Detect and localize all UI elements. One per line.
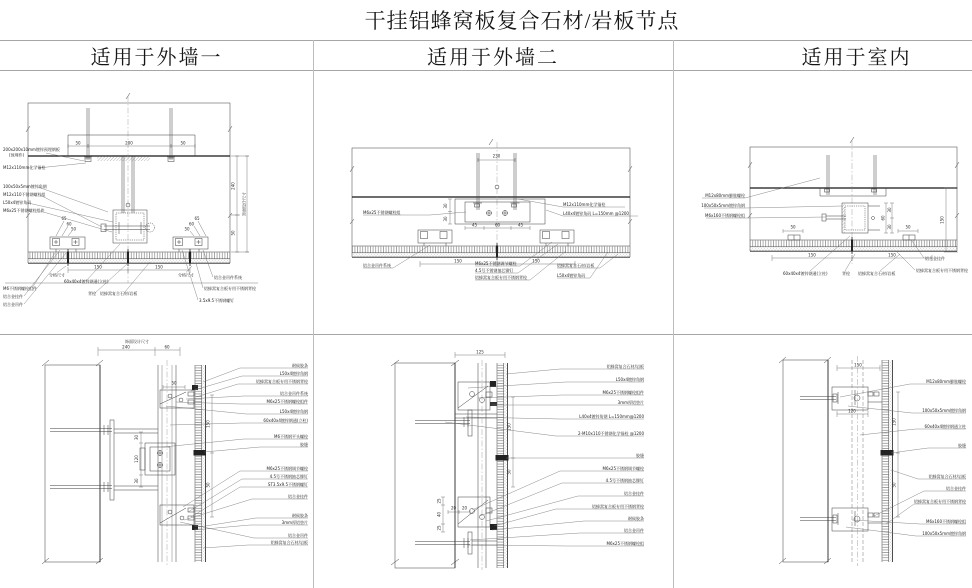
dim: 30 — [887, 207, 892, 213]
callout: 铝蜂窝复合板专用不锈钢背栓 — [916, 268, 968, 273]
panel-strip — [352, 243, 630, 260]
page-title: 干挂铝蜂窝板复合石材/岩板节点 — [364, 9, 680, 33]
dim: 200 — [125, 140, 133, 146]
callout: L50x4镀锌角钢 — [279, 409, 308, 414]
dim: 25 — [436, 498, 442, 504]
dim: 150 — [854, 362, 862, 368]
callout: 3.5x9.5不锈钢螺钉 — [199, 298, 235, 303]
callout: 耐候胶条 — [292, 363, 308, 368]
dim: 60 — [66, 221, 72, 227]
callout: L40x4镀锌角钢 L=150mm@1200 — [579, 414, 644, 419]
callout: M6x25不锈钢螺栓组件 — [3, 208, 45, 213]
dim: 150 — [888, 252, 896, 258]
panel-strip — [28, 249, 230, 266]
callout: 60x40x4镀锌钢通(立柱) — [64, 279, 109, 284]
drawing-interior-horizontal-section — [673, 110, 972, 325]
dimensions-top — [455, 350, 505, 359]
callout: M6x160不锈钢螺栓组 — [926, 519, 966, 524]
callout: 3mm厚铝垫片 — [281, 520, 308, 525]
callouts — [701, 178, 968, 276]
callout: 铝蜂窝复合板专用不锈钢背栓 — [914, 499, 966, 504]
bottom-bracket — [458, 497, 497, 530]
mullion — [478, 360, 486, 570]
dim: 50 — [891, 482, 897, 488]
bottom-assembly — [800, 508, 882, 531]
dim: 50 — [75, 140, 81, 146]
dim: 120 — [848, 408, 856, 414]
tube-assembly — [822, 203, 880, 233]
dim: 240 — [230, 182, 236, 190]
concrete-slab — [350, 139, 632, 257]
dim: 240 — [122, 344, 130, 350]
dim: 150 — [939, 216, 945, 224]
callout: 3mm厚铝垫片 — [617, 400, 644, 405]
callout: 背栓 — [842, 271, 850, 276]
callout: M6x25不锈钢螺栓组件 — [602, 390, 644, 395]
callout: 铝蜂窝复合石材/岩板 — [270, 540, 308, 545]
callout: 铝蜂窝复合石材/岩板 — [606, 364, 644, 369]
callout: 背栓 — [88, 291, 96, 296]
callout: L50x4镀锌角钢 — [279, 371, 308, 376]
callout: M12x110mm化学锚栓 — [3, 165, 46, 170]
dim: 60 — [880, 215, 886, 221]
dim-title: 饰面设计尺寸 — [125, 339, 149, 344]
callout: 铝合金吊件 — [288, 533, 308, 538]
callout: 铝合金挂件 — [624, 491, 644, 496]
concrete-slab — [26, 93, 232, 263]
dim: 20 — [450, 505, 457, 511]
dimensions-top — [837, 363, 880, 372]
dim: 45 — [471, 222, 478, 228]
dim: 50 — [230, 230, 236, 236]
drawing-ext-wall-1-horizontal-section — [0, 85, 310, 335]
callout: 铝合金吊件 — [3, 302, 23, 307]
callout: ST3.5x9.5不锈钢螺钉 — [267, 482, 308, 487]
callout: 铝合金挂件 — [946, 486, 966, 491]
callout: 60x40x4镀锌钢通(立柱) — [263, 418, 308, 423]
dim: 120 — [134, 455, 139, 463]
bracket-assembly — [455, 185, 545, 224]
dim: 60 — [164, 344, 170, 350]
dim: 65 — [61, 216, 67, 221]
dim: 150 — [205, 420, 211, 428]
top-bracket — [160, 385, 198, 408]
dim: 50 — [70, 226, 77, 232]
dim: 20 — [461, 505, 468, 511]
callout: 铝蜂窝复合石材/岩板 — [928, 474, 966, 479]
hanger-brackets — [418, 230, 574, 243]
dim: 40 — [436, 511, 442, 518]
callout: M6x25不锈钢调节螺栓 — [266, 466, 308, 471]
stiffener-assembly — [140, 443, 175, 475]
callout: L40x4镀锌角码 L=150mm @1200 — [563, 211, 629, 216]
callout: 铝合金吊件系统 — [214, 275, 242, 280]
callout: L50x4镀锌角码 — [557, 273, 586, 278]
column-header-ext-wall-2: 适用于外墙二 — [427, 47, 559, 69]
panel-strip — [750, 237, 957, 254]
callout: 铝合金挂件 — [925, 256, 945, 261]
callout: 胶缝 — [636, 453, 644, 458]
dim: 30 — [134, 478, 139, 484]
anchor-bolts — [415, 410, 497, 554]
drawing-ext-wall-2-horizontal-section — [320, 110, 670, 325]
drawing-ext-wall-2-vertical-section — [340, 335, 650, 588]
dim: 50 — [205, 482, 211, 488]
callout: 2-M10x110不锈钢化学锚栓 @1200 — [578, 431, 644, 436]
top-bracket — [458, 381, 497, 410]
callout: 4.5号不锈钢抽芯铆钉 — [269, 474, 308, 479]
top-assembly — [800, 387, 882, 410]
callout: M12x80mm膨胀螺栓 — [926, 379, 966, 384]
callout: 耐候胶条 — [292, 513, 308, 518]
dim: 60 — [494, 222, 501, 228]
dim: 50 — [180, 140, 186, 146]
panel — [496, 363, 509, 568]
callout: 100x50x5mm镀锌角钢 — [3, 184, 47, 189]
callout: 60x40x4镀锌钢通立柱 — [924, 424, 966, 429]
callout: M6x25不锈钢螺栓组件 — [266, 399, 308, 404]
callout: 铝合金吊件系统 — [363, 263, 391, 268]
dim-title: 饰面设计尺寸 — [241, 192, 247, 216]
callout: M6x25不锈钢螺栓组 — [363, 210, 401, 215]
callout: M12x80mm膨胀螺栓 — [705, 193, 745, 198]
dim: 150 — [532, 258, 540, 264]
stiffener-assembly — [101, 203, 155, 243]
dim: 30 — [443, 203, 448, 209]
callout: 铝蜂窝复合板专用不锈钢背栓 — [256, 379, 308, 384]
callout: 100x50x5mm镀锌角钢 — [922, 408, 966, 413]
callout: 铝蜂窝复合石材/岩板 — [100, 291, 138, 296]
dim: 30 — [443, 216, 448, 222]
dim: 125 — [476, 349, 484, 355]
callouts — [840, 378, 966, 536]
dim: 50 — [905, 224, 911, 230]
callout: 100x50x5mm镀锌角钢 — [701, 203, 745, 208]
dim: 30 — [134, 434, 139, 441]
callouts — [445, 363, 644, 546]
callout: 4.5号不锈钢抽芯铆钉 — [605, 478, 644, 483]
callout: 200x200x10mm镀锌预埋钢板 — [3, 147, 60, 152]
dim: 50 — [184, 226, 190, 232]
dim: 150 — [891, 418, 897, 426]
callout: M6x160不锈钢螺栓组 — [705, 213, 745, 218]
dim: 150 — [94, 264, 102, 270]
column-header-interior: 适用于室内 — [801, 47, 912, 69]
callout: 耐候胶条 — [628, 516, 644, 521]
anchor-bolts — [820, 155, 886, 196]
drawing-interior-vertical-section — [673, 335, 972, 588]
callout: 分格尺寸 — [178, 272, 194, 278]
dim: 30 — [887, 224, 892, 230]
callout: M12x110不锈钢螺栓组 — [3, 192, 46, 197]
callout: 铝合金吊件 — [624, 528, 644, 533]
callout: M6x25不锈钢螺栓组 — [606, 541, 644, 546]
callout: 铝蜂窝复合石材/岩板 — [557, 263, 595, 268]
dim: 45 — [517, 222, 524, 228]
dim: 150 — [808, 252, 816, 258]
callout: 分格尺寸 — [49, 272, 65, 278]
callout: L50x4镀锌角钢 — [615, 377, 644, 382]
concrete-wall — [391, 360, 459, 568]
callout: 胶缝 — [958, 443, 966, 448]
concrete-wall — [779, 357, 831, 564]
callout: 100x50x5mm镀锌角钢 — [922, 531, 966, 536]
dimensions-top — [98, 345, 180, 357]
dim: 60 — [188, 221, 195, 227]
concrete-wall — [42, 360, 103, 564]
callout: 铝蜂窝复合板专用不锈钢背栓 — [592, 504, 644, 509]
dim: 150 — [506, 423, 512, 431]
callout: L50x4镀锌角码 — [3, 200, 32, 205]
callout: M12x110mm化学锚栓 — [563, 202, 606, 207]
anchor-bolts — [473, 153, 520, 210]
header-bottom-rule — [0, 70, 972, 71]
callout: 铝蜂窝复合板专用不锈钢背栓 — [475, 275, 527, 280]
dim: 150 — [155, 264, 163, 270]
callout: 铝蜂窝复合石材/岩板 — [858, 271, 896, 276]
callout: M6x25不锈钢调节螺栓 — [475, 261, 517, 266]
callout: M6不锈钢平头螺栓 — [274, 434, 308, 439]
concrete-slab — [748, 137, 959, 251]
callout: 铝合金挂件 — [3, 294, 23, 299]
callout: 4.5号不锈钢抽芯铆钉 — [475, 268, 514, 273]
mullion — [158, 360, 176, 566]
callout: 铝合金吊件系统 — [280, 391, 308, 396]
dim: 230 — [492, 153, 501, 159]
dim: 25 — [436, 525, 442, 531]
dim: 65 — [194, 216, 200, 221]
callout: 胶缝 — [300, 442, 308, 447]
hanger-brackets — [788, 235, 915, 240]
dim: 50 — [790, 224, 796, 230]
column-header-ext-wall-1: 适用于外墙一 — [90, 47, 223, 69]
drawing-ext-wall-1-vertical-section — [30, 335, 315, 588]
callout: M6不锈钢螺栓组件 — [3, 286, 37, 291]
dim: 50 — [506, 469, 512, 475]
callouts — [363, 199, 638, 280]
callout: M6x25不锈钢调节螺栓 — [602, 466, 644, 471]
callout: 铝合金挂件 — [288, 494, 308, 499]
callout: (预埋件) — [9, 152, 25, 158]
callout: 60x40x4镀锌钢通(立柱) — [783, 271, 828, 276]
dim: 150 — [454, 258, 462, 264]
dim: 50 — [171, 380, 177, 386]
callout: 铝蜂窝复合板专用不锈钢背栓 — [204, 286, 256, 291]
mullion — [852, 356, 863, 566]
